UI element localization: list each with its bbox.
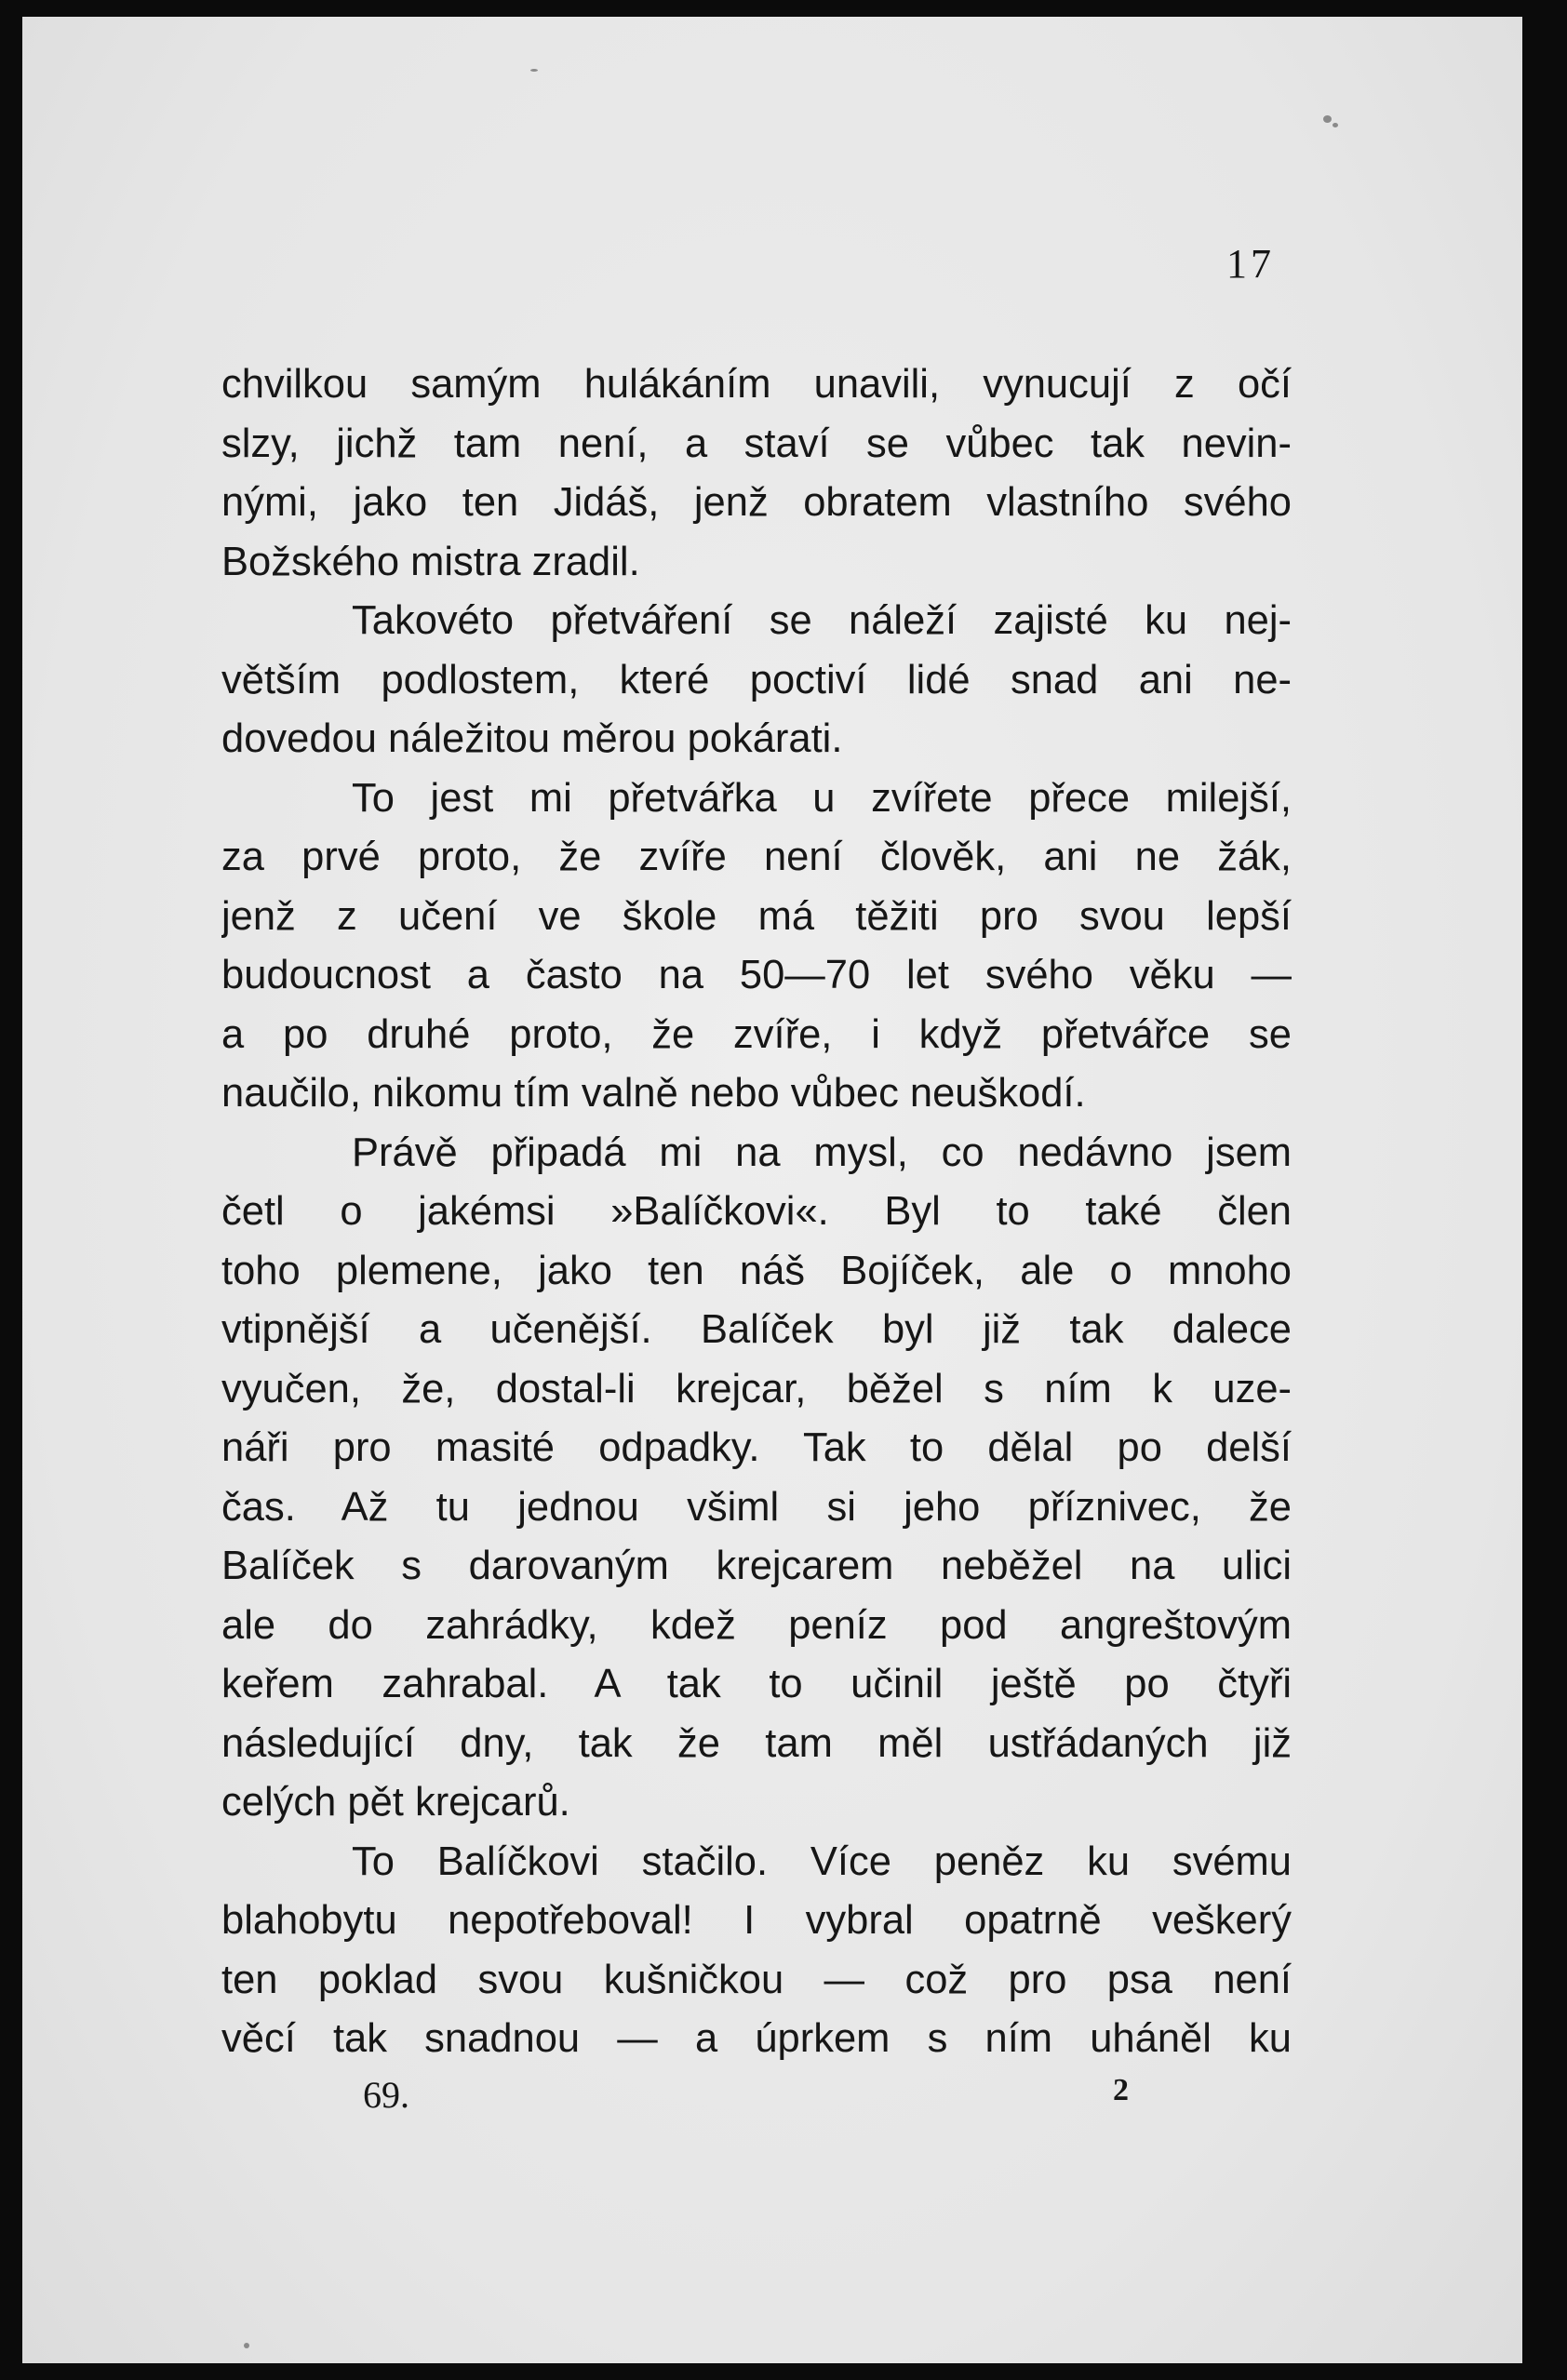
text-line: čas. Až tu jednou všiml si jeho příznivec, že [221,1484,1292,1530]
text-line: blahobytu nepotřeboval! I vybral opatrně veškerý [221,1898,1292,1943]
text-line: slzy, jichž tam není, a staví se vůbec tak nevin- [221,421,1292,466]
text-line: za prvé proto, že zvíře není člověk, ani ne žák, [221,835,1292,879]
text-line: ale do zahrádky, kdež peníz pod angreštovým [221,1602,1292,1648]
text-line: a po druhé proto, že zvíře, i když přetvářce se [221,1011,1292,1057]
text-line: Božského mistra zradil. [221,539,640,584]
text-line: dovedou náležitou měrou pokárati. [221,716,843,761]
text-line: následující dny, tak že tam měl ustřádaných již [221,1720,1292,1766]
paper-speck [530,69,538,72]
text-line: nými, jako ten Jidáš, jenž obratem vlastního svého [221,480,1292,525]
text-line: Balíček s darovaným krejcarem neběžel na ulici [221,1544,1292,1588]
text-line: vtipnější a učenější. Balíček byl již tak dalece [221,1307,1292,1352]
text-line: keřem zahrabal. A tak to učinil ještě po čtyři [221,1662,1292,1706]
text-line: Takovéto přetváření se náleží zajisté ku nej- [352,598,1292,643]
text-line: To Balíčkovi stačilo. Více peněz ku svému [352,1838,1292,1884]
text-line: chvilkou samým hulákáním unavili, vynucují z očí [221,362,1292,407]
text-line: věcí tak snadnou — a úprkem s ním uháněl ku [221,2016,1292,2061]
text-line: toho plemene, jako ten náš Bojíček, ale o mnoho [221,1248,1292,1293]
paper-speck [244,2343,249,2348]
text-line: náři pro masité odpadky. Tak to dělal po delší [221,1425,1292,1470]
text-line: Právě připadá mi na mysl, co nedávno jsem [352,1130,1292,1175]
text-line: naučilo, nikomu tím valně nebo vůbec neuškodí. [221,1071,1086,1116]
text-line: jenž z učení ve škole má těžiti pro svou lepší [221,893,1292,939]
text-line: četl o jakémsi »Balíčkovi«. Byl to také člen [221,1189,1292,1234]
signature-mark: 69. [363,2074,409,2116]
text-line: budoucnost a často na 50—70 let svého věku — [221,953,1292,997]
paper-speck [1333,123,1338,127]
page-number: 17 [1226,241,1275,287]
text-line: To jest mi přetvářka u zvířete přece milejší, [352,775,1292,821]
text-line: vyučen, že, dostal-li krejcar, běžel s ním k uze- [221,1366,1292,1411]
text-line: celých pět krejcarů. [221,1780,570,1825]
text-line: větším podlostem, které poctiví lidé snad ani ne- [221,657,1292,702]
gathering-number: 2 [1113,2073,1129,2107]
paper-speck [1323,115,1332,123]
text-line: ten poklad svou kušničkou — což pro psa není [221,1957,1292,2002]
body-text [221,355,1292,2069]
